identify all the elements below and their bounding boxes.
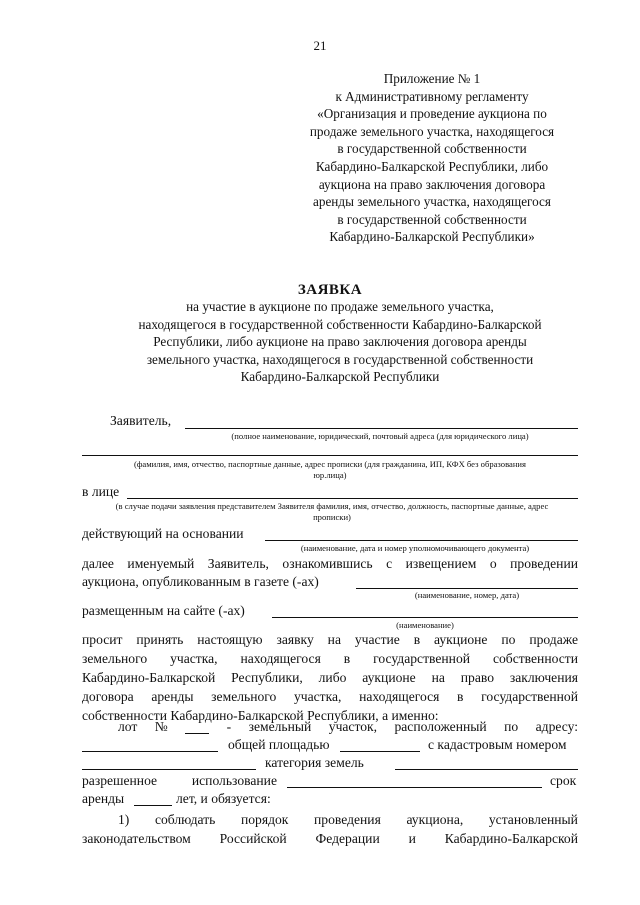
lot-word: - [226, 719, 232, 734]
newspaper-field[interactable] [356, 588, 578, 589]
item1-line-2 [82, 831, 578, 847]
item1-word: Кабардино-Балкарской [444, 831, 578, 846]
item1-word: и [408, 831, 416, 846]
item1-word: порядок [240, 812, 289, 827]
appendix-line: Кабардино-Балкарской Республики, либо [315, 158, 549, 174]
site-field[interactable] [272, 617, 578, 618]
lot-word: участок, [328, 719, 378, 734]
cadastral-field[interactable] [82, 769, 256, 770]
lease-label: аренды [82, 791, 125, 806]
document-title: ЗАЯВКА [297, 282, 363, 298]
hint-citizen-cont: юр.лица) [313, 470, 347, 480]
permitted-use-field[interactable] [287, 787, 542, 788]
years-label: лет, и обязуется: [176, 791, 271, 806]
subtitle-line: на участие в аукционе по продаже земельного участка, [186, 299, 494, 314]
item1-word: Федерации [315, 831, 380, 846]
category-label: категория земель [265, 755, 364, 770]
item1-word: проведения [314, 812, 381, 827]
cadastral-label: с кадастровым номером [428, 737, 567, 752]
lot-word: № [154, 719, 168, 734]
area-label: общей площадью [228, 737, 330, 752]
subtitle-line: Республики, либо аукционе на право заключения договора аренды [153, 334, 527, 350]
body-line: Кабардино-Балкарской Республики, либо аукционе на право заключения [82, 670, 578, 685]
appendix-line: аукциона на право заключения договора [318, 176, 546, 192]
appendix-line: «Организация и проведение аукциона по [317, 106, 547, 122]
lot-word: лот [118, 719, 138, 734]
appendix-line: к Административному регламенту [335, 88, 529, 104]
hereinafter-line: далее именуемый Заявитель, ознакомившись с извещением о проведении [82, 556, 578, 571]
document-subtitle [85, 298, 595, 386]
applicant-citizen-field[interactable] [82, 455, 578, 456]
appendix-line: продаже земельного участка, находящегося [309, 123, 555, 139]
subtitle-line: Кабардино-Балкарской Республики [240, 369, 440, 385]
hint-document: (наименование, дата и номер уполномочивающего документа) [300, 543, 530, 553]
site-label: размещенным на сайте (-ах) [82, 603, 245, 618]
subtitle-line: земельного участка, находящегося в государственной собственности [146, 351, 534, 367]
lease-years-field[interactable] [134, 805, 172, 806]
subtitle-line: находящегося в государственной собственности Кабардино-Балкарской [138, 316, 542, 332]
in-person-label: в лице [82, 484, 120, 499]
hint-site: (наименование) [396, 620, 454, 630]
item1-line [118, 812, 578, 828]
term-label: срок [550, 773, 577, 788]
item1-word: установленный [488, 812, 578, 827]
hint-newspaper: (наименование, номер, дата) [414, 590, 520, 600]
appendix-line: Приложение № 1 [383, 71, 481, 86]
page-number: 21 [313, 38, 327, 53]
area-field[interactable] [340, 751, 420, 752]
appendix-line: аренды земельного участка, находящегося [313, 194, 551, 210]
newspaper-label: аукциона, опубликованным в газете (-ах) [82, 574, 319, 589]
item1-word: законодательством [82, 831, 191, 846]
applicant-field[interactable] [185, 428, 578, 429]
permitted-use-label [82, 773, 277, 789]
lot-word: земельный [248, 719, 312, 734]
item1-word: 1) [118, 812, 130, 827]
appendix-header [282, 70, 582, 246]
hint-citizen: (фамилия, имя, отчество, паспортные данные, адрес прописки (для гражданина, ИП, КФХ без образования [134, 459, 526, 469]
item1-word: соблюдать [154, 812, 216, 827]
permitted-word: разрешенное [82, 773, 158, 788]
hint-representative-cont: прописки) [313, 512, 351, 522]
hint-legal: (полное наименование, юридический, почтовый адреса (для юридического лица) [231, 431, 529, 441]
hint-representative: (в случае подачи заявления представителем Заявителя фамилия, имя, отчество, должность, паспортные данные, адрес [115, 501, 549, 511]
item1-word: Российской [219, 831, 287, 846]
body-line: просит принять настоящую заявку на участие в аукционе по продаже [82, 632, 578, 647]
lot-number-field[interactable] [185, 719, 209, 734]
permitted-word: использование [191, 773, 277, 788]
authority-document-field[interactable] [265, 540, 578, 541]
category-field[interactable] [395, 769, 578, 770]
item1-word: аукциона, [406, 812, 464, 827]
appendix-line: в государственной собственности [337, 211, 527, 227]
body-line: договора аренды земельного участка, находящегося в государственной [82, 689, 578, 704]
lot-word: адресу: [535, 719, 578, 734]
lot-word: по [504, 719, 519, 734]
body-line-last: собственности Кабардино-Балкарской Республики, а именно: [82, 708, 439, 723]
appendix-line: в государственной собственности [337, 141, 527, 157]
lot-line [118, 719, 578, 735]
address-field[interactable] [82, 751, 218, 752]
body-line: земельного участка, находящегося в государственной собственности [82, 651, 578, 666]
appendix-line: Кабардино-Балкарской Республики» [329, 229, 535, 245]
acting-label: действующий на основании [82, 526, 244, 541]
representative-field[interactable] [127, 498, 578, 499]
lot-word: расположенный [394, 719, 487, 734]
applicant-label: Заявитель, [110, 413, 172, 428]
